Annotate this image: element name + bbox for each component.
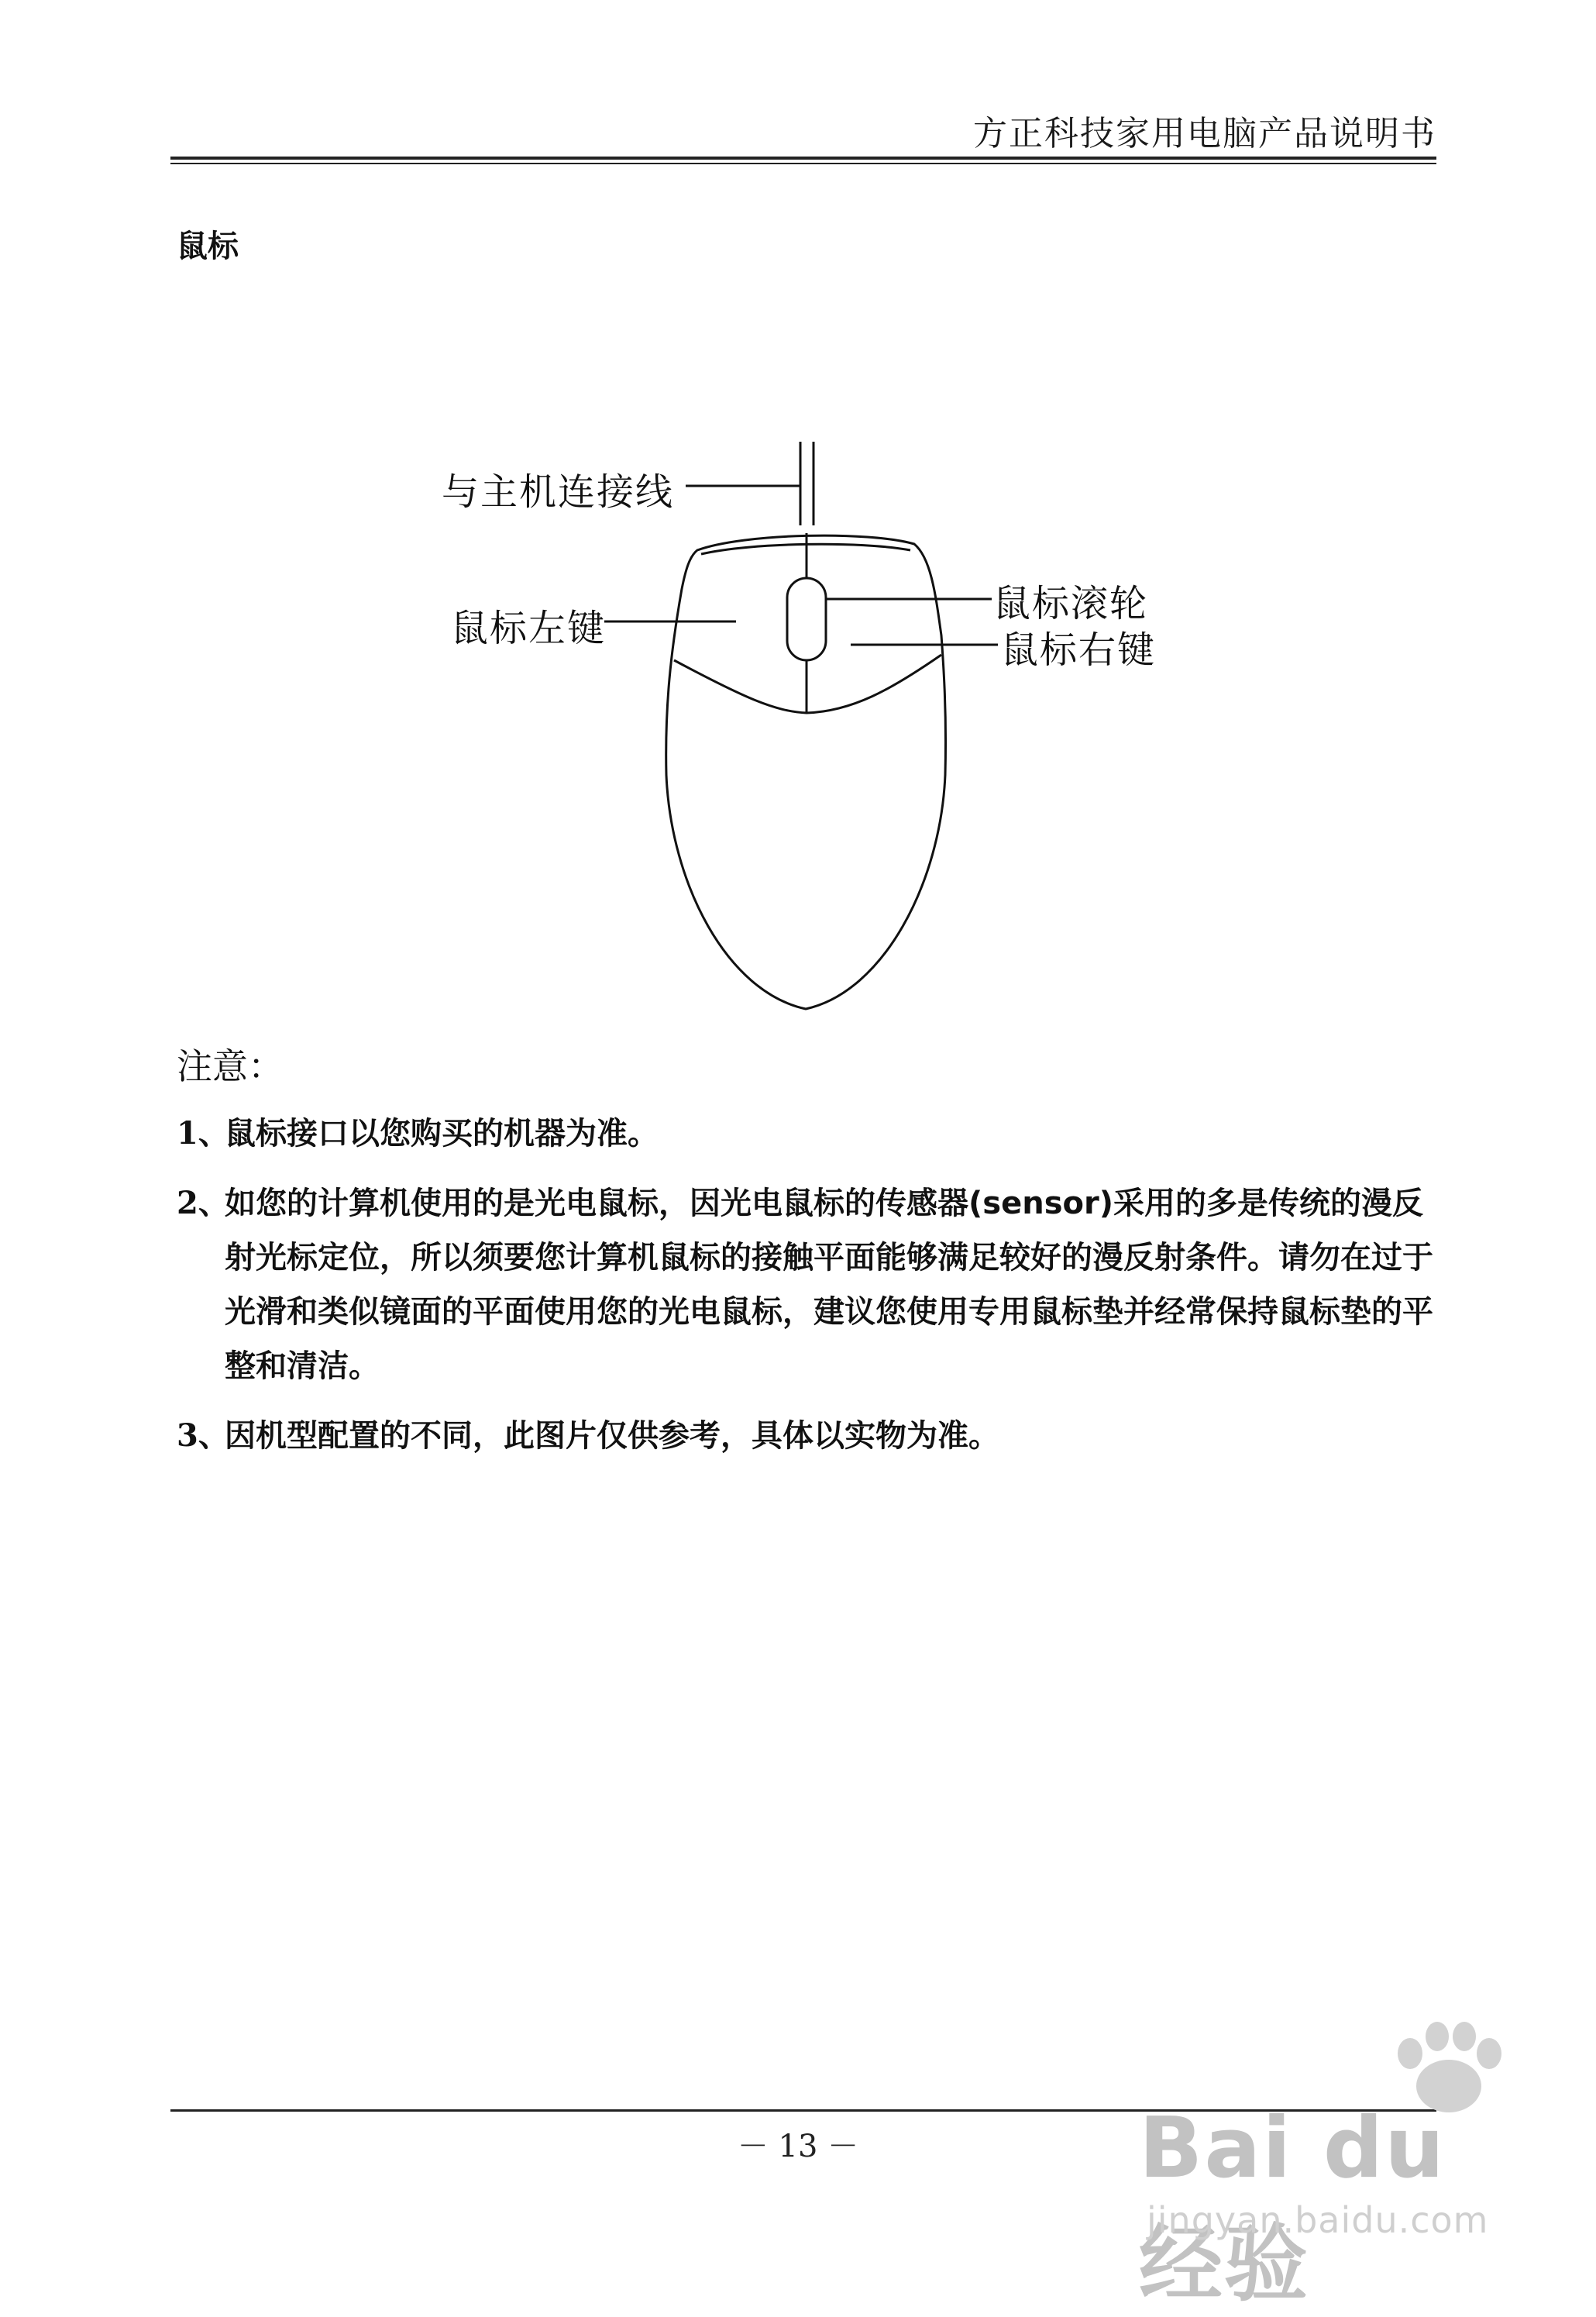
watermark-url: jingyan.baidu.com xyxy=(1147,2199,1489,2241)
list-item xyxy=(177,1107,1441,1161)
header-rule-secondary xyxy=(170,163,1436,164)
callout-cable: 与主机连接线 xyxy=(442,470,675,514)
baidu-watermark xyxy=(1139,2015,1542,2313)
callout-right-button: 鼠标右键 xyxy=(1001,628,1157,672)
callout-left-button: 鼠标左键 xyxy=(451,607,607,650)
scroll-wheel-shape xyxy=(787,578,826,660)
note-text: 如您的计算机使用的是光电鼠标，因光电鼠标的传感器(sensor)采用的多是传统的漫反射光标定位，所以须要您计算机鼠标的接触平面能够满足较好的漫反射条件。请勿在过于光滑和类似镜面的平面使用您的光电鼠标，建议您使用专用鼠标垫并经常保持鼠标垫的平整和清洁。 xyxy=(225,1186,1433,1384)
header-rule xyxy=(170,157,1436,160)
mouse-illustration xyxy=(418,434,1224,1023)
page-number: － 13 － xyxy=(737,2129,859,2164)
notes-heading: 注意： xyxy=(177,1045,284,1087)
note-text: 因机型配置的不同，此图片仅供参考，具体以实物为准。 xyxy=(225,1418,999,1454)
note-number: 2、 xyxy=(177,1185,229,1221)
note-text: 鼠标接口以您购买的机器为准。 xyxy=(225,1116,659,1152)
section-title: 鼠标 xyxy=(177,229,239,264)
note-number: 3、 xyxy=(177,1417,229,1454)
list-item xyxy=(177,1409,1441,1463)
callout-scroll-wheel: 鼠标滚轮 xyxy=(993,582,1149,625)
note-number: 1、 xyxy=(177,1115,229,1152)
list-item xyxy=(177,1176,1441,1393)
mouse-diagram xyxy=(418,434,1224,1023)
notes-list xyxy=(177,1107,1441,1479)
document-header-title: 方正科技家用电脑产品说明书 xyxy=(973,114,1436,153)
watermark-brand: Bai du 经验 xyxy=(1139,2100,1446,2313)
